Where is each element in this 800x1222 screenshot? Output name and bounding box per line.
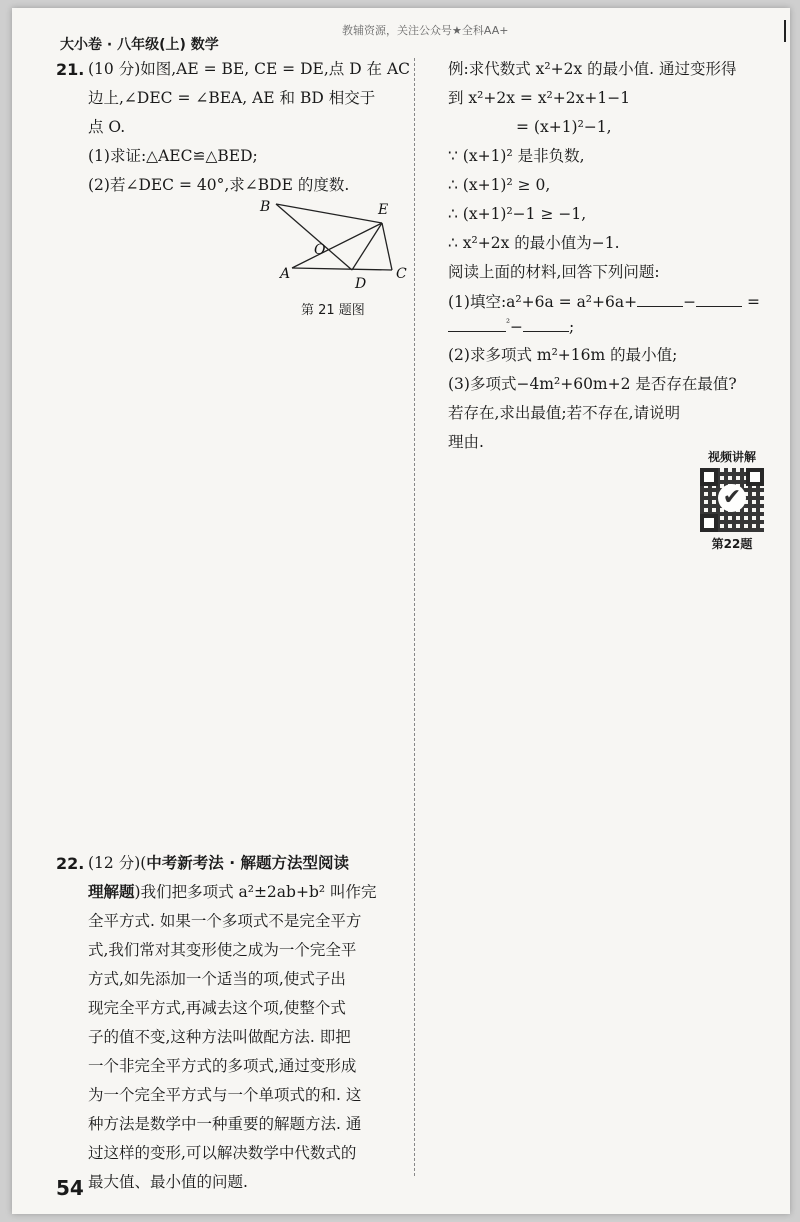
- fill-in-semicolon: ;: [569, 318, 575, 337]
- question-21-line-2: 边上,∠DEC = ∠BEA, AE 和 BD 相交于: [88, 89, 376, 107]
- point-label-b: B: [260, 199, 271, 215]
- question-22-line-7: 子的值不变,这种方法叫做配方法. 即把: [88, 1028, 351, 1046]
- question-22-line-3: 全平方式. 如果一个多项式不是完全平方: [88, 912, 362, 930]
- example-line-5: ∴ (x+1)² ≥ 0,: [448, 176, 551, 194]
- qr-caption: 第22题: [711, 537, 753, 551]
- point-label-e: E: [378, 202, 389, 218]
- part-2-prompt: (2)求多项式 m²+16m 的最小值;: [448, 346, 678, 364]
- question-22-tag: 中考新考法 · 解题方法型阅读: [146, 854, 349, 872]
- question-22-line-1: [88, 856, 349, 872]
- part-3-line-2: 若存在,求出最值;若不存在,请说明: [448, 404, 681, 422]
- question-21-part-1: (1)求证:△AEC≌△BED;: [88, 147, 258, 165]
- question-22-line-6: 现完全平方式,再减去这个项,使整个式: [88, 999, 346, 1017]
- qr-code-icon[interactable]: [700, 468, 764, 532]
- point-label-a: A: [280, 266, 291, 282]
- reading-prompt: 阅读上面的材料,回答下列问题:: [448, 263, 660, 281]
- question-22-line-9: 为一个完全平方式与一个单项式的和. 这: [88, 1086, 362, 1104]
- question-22-line-12: 最大值、最小值的问题.: [88, 1173, 248, 1191]
- segment-be: [276, 204, 382, 223]
- question-22-score: (12 分)(: [88, 854, 147, 872]
- fill-in-minus: −: [683, 293, 697, 311]
- page-number: 54: [56, 1176, 84, 1200]
- example-line-4: ∵ (x+1)² 是非负数,: [448, 147, 585, 165]
- fill-in-equals: =: [747, 293, 761, 311]
- column-divider: [414, 58, 415, 1176]
- example-line-3: = (x+1)²−1,: [516, 118, 612, 136]
- segment-bd: [276, 204, 352, 270]
- answer-blank-4[interactable]: [523, 319, 569, 332]
- segment-ac: [292, 268, 392, 270]
- example-line-2: 到 x²+2x = x²+2x+1−1: [448, 89, 631, 107]
- example-line-6: ∴ (x+1)²−1 ≥ −1,: [448, 205, 587, 223]
- question-22-number: 22.: [56, 854, 85, 873]
- fill-in-square: ²: [506, 318, 511, 329]
- part-3-line-3: 理由.: [448, 433, 484, 451]
- answer-blank-3[interactable]: [448, 319, 506, 332]
- point-label-c: C: [396, 266, 407, 282]
- video-explanation-qr[interactable]: [692, 448, 772, 552]
- example-line-1: 例:求代数式 x²+2x 的最小值. 通过变形得: [448, 60, 737, 78]
- question-22-line-11: 过这样的变形,可以解决数学中代数式的: [88, 1144, 357, 1162]
- fill-in-line-1: [448, 294, 760, 311]
- question-22-line-2: [88, 885, 377, 901]
- question-21-geometry-figure: [12, 8, 412, 308]
- point-label-d: D: [355, 276, 367, 292]
- question-21-number: 21.: [56, 60, 85, 79]
- part-3-line-1: (3)多项式−4m²+60m+2 是否存在最值?: [448, 375, 737, 393]
- answer-blank-1[interactable]: [637, 294, 683, 307]
- question-21-part-2: (2)若∠DEC = 40°,求∠BDE 的度数.: [88, 176, 350, 194]
- question-22-intro: )我们把多项式 a²±2ab+b² 叫作完: [134, 883, 377, 901]
- page-edge-mark: [784, 20, 786, 42]
- worksheet-page: [12, 8, 790, 1214]
- question-21-line-1: (10 分)如图,AE = BE, CE = DE,点 D 在 AC: [88, 60, 411, 78]
- example-line-7: ∴ x²+2x 的最小值为−1.: [448, 234, 620, 252]
- fill-in-line-2: [448, 319, 574, 336]
- segment-ce: [382, 223, 392, 270]
- question-22-line-5: 方式,如先添加一个适当的项,使式子出: [88, 970, 346, 988]
- question-22-line-10: 种方法是数学中一种重要的解题方法. 通: [88, 1115, 362, 1133]
- answer-blank-2[interactable]: [696, 294, 742, 307]
- fill-in-minus-2: −: [510, 318, 524, 337]
- fill-in-text: (1)填空:a²+6a = a²+6a+: [448, 293, 638, 311]
- question-21-line-3: 点 O.: [88, 118, 126, 136]
- question-21-figure-caption: 第 21 题图: [301, 303, 365, 318]
- checkmark-icon: ✔: [718, 484, 746, 512]
- header-book-title: 大小卷 · 八年级(上) 数学: [60, 37, 219, 53]
- qr-title: 视频讲解: [707, 450, 756, 464]
- question-22-line-4: 式,我们常对其变形使之成为一个完全平: [88, 941, 357, 959]
- question-22-tag-end: 理解题: [88, 883, 135, 901]
- question-22-line-8: 一个非完全平方式的多项式,通过变形成: [88, 1057, 357, 1075]
- header-watermark-text: 教辅资源，关注公众号★全科AA+: [342, 24, 509, 37]
- point-label-o: O: [314, 242, 326, 258]
